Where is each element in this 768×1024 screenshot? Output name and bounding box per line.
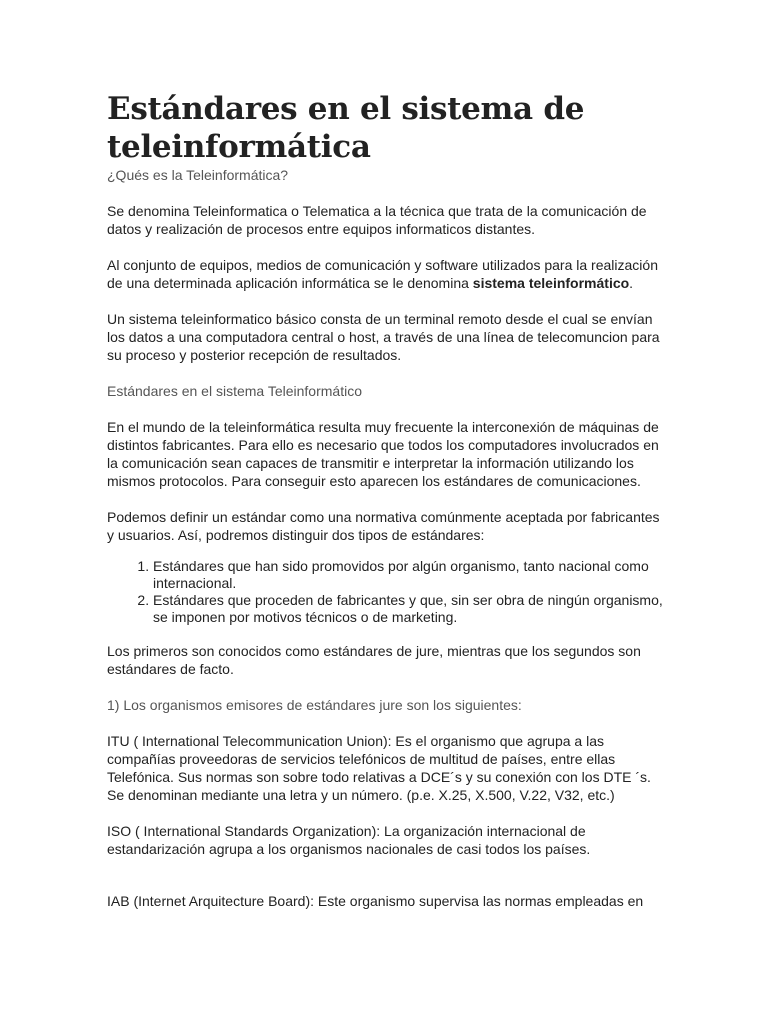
paragraph-definition: Se denomina Teleinformatica o Telematica a la técnica que trata de la comunicación de datos y realización de procesos entre equipos informaticos distantes. bbox=[107, 203, 647, 237]
paragraph-sistema bbox=[107, 256, 667, 292]
list-item: 1. Estándares que han sido promovidos por algún organismo, tanto nacional como internacional. bbox=[153, 558, 667, 592]
paragraph-itu: ITU ( International Telecommunication Union): Es el organismo que agrupa a las compañías proveedoras de servicios telefónicos de multitud de países, entre ellas Telefónica. Sus normas son sobre todo relativas a DCE´s y su conexión con los DTE ´s. Se denominan mediante una letra y un número. (p.e. X.25, X.500, V.22, V32, etc.) bbox=[107, 733, 651, 803]
section-heading-standards: Estándares en el sistema Teleinformático bbox=[107, 383, 362, 399]
paragraph-sistema-end: . bbox=[629, 275, 634, 291]
paragraph-iab: IAB (Internet Arquitecture Board): Este organismo supervisa las normas empleadas en bbox=[107, 893, 644, 909]
title-line-2: teleinformática bbox=[107, 129, 371, 165]
paragraph-iso: ISO ( International Standards Organization): La organización internacional de estandarización agrupa a los organismos nacionales de casi todos los países. bbox=[107, 823, 591, 857]
list-item: 2. Estándares que proceden de fabricantes y que, sin ser obra de ningún organismo, se imponen por motivos técnicos o de marketing. bbox=[153, 592, 667, 626]
paragraph-jure-facto: Los primeros son conocidos como estándares de jure, mientras que los segundos son estándares de facto. bbox=[107, 643, 641, 677]
document-page bbox=[107, 90, 667, 910]
page-title bbox=[107, 90, 667, 166]
standards-types-list bbox=[107, 558, 667, 626]
paragraph-sistema-text: Al conjunto de equipos, medios de comunicación y software utilizados para la realización de una determinada aplicación informática se le denomina bbox=[107, 257, 658, 291]
section-heading-organisms: 1) Los organismos emisores de estándares jure son los siguientes: bbox=[107, 697, 522, 713]
paragraph-sistema-bold: sistema teleinformático bbox=[472, 275, 630, 291]
paragraph-standard-definition: Podemos definir un estándar como una normativa comúnmente aceptada por fabricantes y usuarios. Así, podremos distinguir dos tipos de estándares: bbox=[107, 509, 660, 543]
paragraph-basic-system: Un sistema teleinformatico básico consta de un terminal remoto desde el cual se envían los datos a una computadora central o host, a través de una línea de telecomuncion para su proceso y posterior recepción de resultados. bbox=[107, 311, 660, 363]
subtitle: ¿Qués es la Teleinformática? bbox=[107, 167, 289, 183]
title-line-1: Estándares en el sistema de bbox=[107, 91, 585, 127]
paragraph-interconnection: En el mundo de la teleinformática resulta muy frecuente la interconexión de máquinas de distintos fabricantes. Para ello es necesario que todos los computadores involucrados en la comunicación sean capaces de transmitir e interpretar la información utilizando los mismos protocolos. Para conseguir esto aparecen los estándares de comunicaciones. bbox=[107, 419, 659, 489]
